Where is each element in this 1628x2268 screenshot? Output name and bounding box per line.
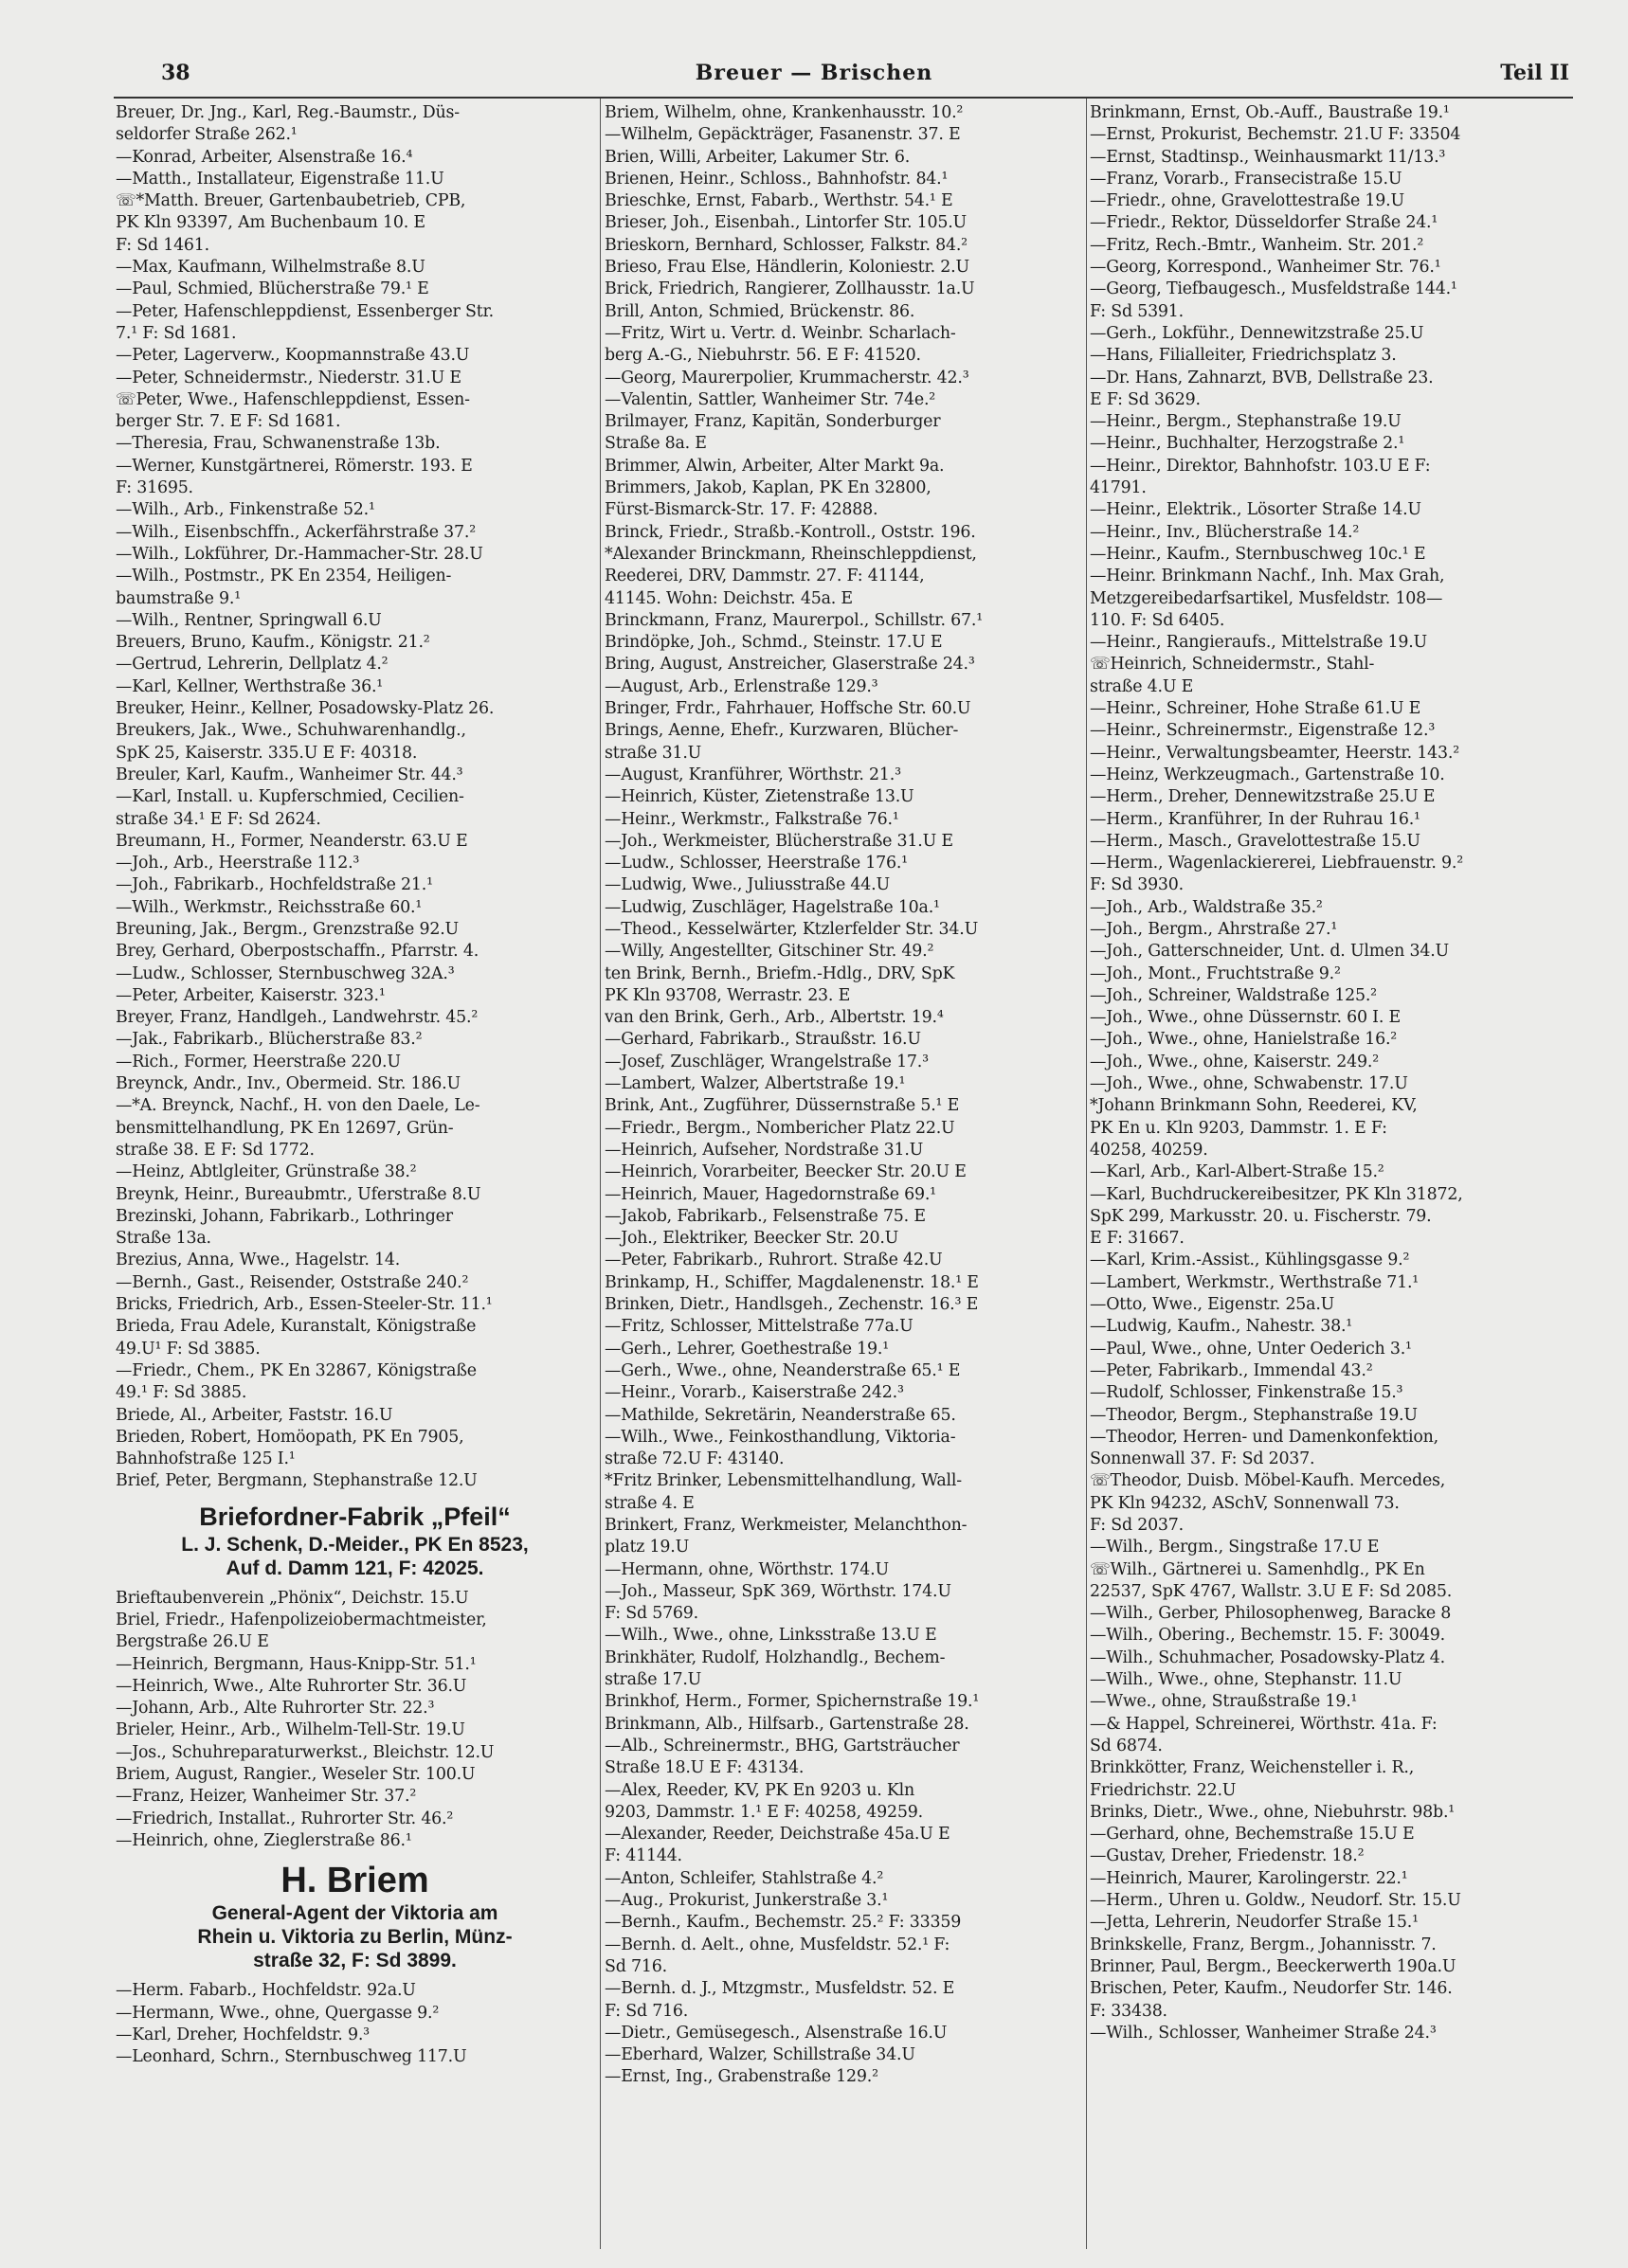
directory-entry-line: Brinkert, Franz, Werkmeister, Melanchthon-	[605, 1516, 968, 1535]
directory-entry-line: —Ludw., Schlosser, Heerstraße 176.¹	[605, 854, 908, 873]
directory-entry-line: Breuers, Bruno, Kaufm., Königstr. 21.²	[116, 633, 430, 653]
directory-entry-line: —Theodor, Bergm., Stephanstraße 19.U	[1090, 1405, 1418, 1425]
directory-entry-line: Brischen, Peter, Kaufm., Neudorfer Str. 146.	[1090, 1979, 1453, 1999]
directory-entry-line: F: Sd 5391.	[1090, 301, 1184, 321]
directory-entry-line: —Jos., Schuhreparaturwerkst., Bleichstr. 12.U	[116, 1742, 495, 1762]
directory-entry-line: berger Str. 7. E F: Sd 1681.	[116, 412, 341, 432]
directory-entry-line: Breynk, Heinr., Bureaubmtr., Uferstraße 8.U	[116, 1184, 481, 1204]
directory-entry-line: —Ernst, Prokurist, Bechemstr. 21.U F: 33504	[1090, 125, 1461, 145]
directory-entry-line: —Wilh., Lokführer, Dr.-Hammacher-Str. 28.U	[116, 544, 483, 564]
directory-entry-line: —Jak., Fabrikarb., Blücherstraße 83.²	[116, 1030, 423, 1050]
advertisement-title: H. Briem	[280, 1861, 429, 1901]
directory-entry-line: ten Brink, Bernh., Briefm.-Hdlg., DRV, SpK	[605, 963, 955, 983]
directory-entry-line: Brieso, Frau Else, Händlerin, Koloniestr. 2.U	[605, 258, 969, 278]
directory-entry-line: —Heinr., Schreinermstr., Eigenstraße 12.³	[1090, 721, 1436, 741]
directory-entry-line: —Karl, Arb., Karl-Albert-Straße 15.²	[1090, 1162, 1384, 1182]
directory-entry-line: F: 31695.	[116, 478, 193, 498]
directory-entry-line: Bergstraße 26.U E	[116, 1632, 269, 1652]
directory-entry-line: —Matth., Installateur, Eigenstraße 11.U	[116, 169, 444, 189]
directory-entry-line: —Eberhard, Walzer, Schillstraße 34.U	[605, 2045, 915, 2065]
directory-entry-line: —Alex, Reeder, KV, PK En 9203 u. Kln	[605, 1780, 915, 1800]
directory-entry-line: Brinckmann, Franz, Maurerpol., Schillstr. 67.¹	[605, 610, 983, 630]
directory-entry-line: straße 34.¹ E F: Sd 2624.	[116, 809, 321, 829]
directory-entry-line: Brinken, Dietr., Handlsgeh., Zechenstr. 16.³ E	[605, 1295, 979, 1315]
advertisement-line: General-Agent der Viktoria am	[211, 1902, 498, 1925]
directory-entry-line: —Heinr., Verwaltungsbeamter, Heerstr. 143.²	[1090, 743, 1459, 763]
directory-entry-line: —Joh., Fabrikarb., Hochfeldstraße 21.¹	[116, 875, 433, 895]
directory-entry-line: —Paul, Schmied, Blücherstraße 79.¹ E	[116, 279, 429, 299]
directory-entry-line: straße 31.U	[605, 743, 702, 763]
directory-entry-line: —Willy, Angestellter, Gitschiner Str. 49.²	[605, 942, 934, 962]
directory-entry-line: Brien, Willi, Arbeiter, Lakumer Str. 6.	[605, 147, 911, 167]
directory-entry-line: —Alb., Schreinermstr., BHG, Gartsträucher	[605, 1736, 960, 1755]
page-title: Breuer — Brischen	[695, 61, 933, 85]
directory-entry-line: SpK 299, Markusstr. 20. u. Fischerstr. 79.	[1090, 1206, 1432, 1226]
directory-entry-line: —Herm., Uhren u. Goldw., Neudorf. Str. 15.U	[1090, 1891, 1461, 1911]
directory-entry-line: —Gertrud, Lehrerin, Dellplatz 4.²	[116, 655, 389, 675]
directory-entry-line: —Franz, Vorarb., Fransecistraße 15.U	[1090, 169, 1402, 189]
directory-entry-line: Brieden, Robert, Homöopath, PK En 7905,	[116, 1427, 464, 1447]
directory-entry-line: bensmittelhandlung, PK En 12697, Grün-	[116, 1118, 454, 1138]
directory-entry-line: —Paul, Wwe., ohne, Unter Oederich 3.¹	[1090, 1339, 1412, 1359]
directory-entry-line: —Wilh., Postmstr., PK En 2354, Heiligen-	[116, 567, 452, 586]
directory-entry-line: Brill, Anton, Schmied, Brückenstr. 86.	[605, 301, 915, 321]
directory-entry-line: —Heinr., Werkmstr., Falkstraße 76.¹	[605, 809, 899, 829]
directory-entry-line: —Joh., Schreiner, Waldstraße 125.²	[1090, 985, 1377, 1005]
directory-entry-line: F: 33438.	[1090, 2001, 1167, 2021]
directory-entry-line: Breuler, Karl, Kaufm., Wanheimer Str. 44.³	[116, 765, 463, 784]
directory-entry-line: —Gerh., Wwe., ohne, Neanderstraße 65.¹ E	[605, 1360, 961, 1380]
directory-entry-line: —Ludw., Schlosser, Sternbuschweg 32A.³	[116, 963, 455, 983]
directory-entry-line: 49.¹ F: Sd 3885.	[116, 1383, 247, 1403]
directory-entry-line: —Heinz, Abtlgleiter, Grünstraße 38.²	[116, 1162, 417, 1182]
directory-entry-line: —Gustav, Dreher, Friedenstr. 18.²	[1090, 1846, 1365, 1866]
directory-entry-line: —Ludwig, Zuschläger, Hagelstraße 10a.¹	[605, 897, 940, 917]
directory-entry-line: Bahnhofstraße 125 I.¹	[116, 1449, 296, 1469]
directory-entry-line: Brings, Aenne, Ehefr., Kurzwaren, Blücher-	[605, 721, 959, 741]
directory-entry-line: F: 41144.	[605, 1846, 682, 1866]
directory-entry-line: —Wilh., Wwe., ohne, Linksstraße 13.U E	[605, 1626, 937, 1646]
directory-entry-line: *Johann Brinkmann Sohn, Reederei, KV,	[1090, 1096, 1418, 1116]
advertisement-line: Auf d. Damm 121, F: 42025.	[226, 1557, 484, 1579]
directory-entry-line: SpK 25, Kaiserstr. 335.U E F: 40318.	[116, 743, 418, 763]
directory-entry-line: *Fritz Brinker, Lebensmittelhandlung, Wall-	[605, 1471, 962, 1491]
directory-entry-line: —Heinr., Direktor, Bahnhofstr. 103.U E F:	[1090, 456, 1431, 476]
directory-entry-line: ☏Heinrich, Schneidermstr., Stahl-	[1090, 655, 1375, 675]
directory-entry-line: —Joh., Wwe., ohne Düssernstr. 60 I. E	[1090, 1008, 1401, 1028]
directory-entry-line: —Bernh., Kaufm., Bechemstr. 25.² F: 33359	[605, 1913, 962, 1933]
directory-entry-line: —Wilh., Arb., Finkenstraße 52.¹	[116, 500, 375, 520]
directory-entry-line: —Fritz, Wirt u. Vertr. d. Weinbr. Scharlach-	[605, 323, 956, 343]
directory-entry-line: —Joh., Wwe., ohne, Kaiserstr. 249.²	[1090, 1052, 1379, 1071]
directory-entry-line: Brindöpke, Joh., Schmd., Steinstr. 17.U E	[605, 633, 943, 653]
directory-entry-line: 9203, Dammstr. 1.¹ E F: 40258, 49259.	[605, 1802, 923, 1822]
directory-entry-line: —Leonhard, Schrn., Sternbuschweg 117.U	[116, 2047, 467, 2067]
directory-entry-line: Brienen, Heinr., Schloss., Bahnhofstr. 84.¹	[605, 169, 949, 189]
directory-entry-line: Brieftaubenverein „Phönix“, Deichstr. 15.U	[116, 1588, 469, 1608]
directory-entry-line: —August, Kranführer, Wörthstr. 21.³	[605, 765, 901, 784]
directory-entry-line: —Hans, Filialleiter, Friedrichsplatz 3.	[1090, 346, 1397, 366]
directory-entry-line: Brinkmann, Ernst, Ob.-Auff., Baustraße 19.¹	[1090, 103, 1450, 122]
directory-entry-line: ☏Wilh., Gärtnerei u. Samenhdlg., PK En	[1090, 1559, 1425, 1579]
directory-entry-line: F: Sd 716.	[605, 2001, 689, 2021]
directory-entry-line: straße 4. E	[605, 1493, 695, 1513]
directory-entry-line: Breukers, Jak., Wwe., Schuhwarenhandlg.,	[116, 721, 466, 741]
directory-entry-line: 41791.	[1090, 478, 1147, 498]
directory-entry-line: baumstraße 9.¹	[116, 588, 241, 608]
column-divider	[1086, 99, 1087, 2249]
directory-entry-line: —Heinrich, Bergmann, Haus-Knipp-Str. 51.¹	[116, 1654, 477, 1674]
directory-entry-line: —Heinr., Rangieraufs., Mittelstraße 19.U	[1090, 633, 1428, 653]
directory-entry-line: —Valentin, Sattler, Wanheimer Str. 74e.²	[605, 389, 936, 409]
directory-entry-line: —Georg, Korrespond., Wanheimer Str. 76.¹	[1090, 258, 1441, 278]
directory-entry-line: PK Kln 93397, Am Buchenbaum 10. E	[116, 213, 425, 233]
directory-entry-line: 40258, 40259.	[1090, 1140, 1208, 1160]
directory-entry-line: Brink, Ant., Zugführer, Düssernstraße 5.¹ E	[605, 1096, 960, 1116]
directory-entry-line: —Aug., Prokurist, Junkerstraße 3.¹	[605, 1891, 889, 1911]
directory-entry-line: Breumann, H., Former, Neanderstr. 63.U E	[116, 831, 468, 851]
directory-entry-line: —Peter, Fabrikarb., Ruhrort. Straße 42.U	[605, 1251, 943, 1270]
directory-entry-line: Brieskorn, Bernhard, Schlosser, Falkstr. 84.²	[605, 235, 968, 255]
directory-entry-line: Straße 18.U E F: 43134.	[605, 1758, 805, 1778]
directory-entry-line: —Werner, Kunstgärtnerei, Römerstr. 193. E	[116, 456, 473, 476]
directory-entry-line: —Friedr., Rektor, Düsseldorfer Straße 24.¹	[1090, 213, 1438, 233]
directory-entry-line: E F: Sd 3629.	[1090, 389, 1201, 409]
directory-entry-line: —Karl, Krim.-Assist., Kühlingsgasse 9.²	[1090, 1251, 1410, 1270]
directory-entry-line: F: Sd 2037.	[1090, 1516, 1184, 1535]
directory-entry-line: —Joh., Arb., Heerstraße 112.³	[116, 854, 360, 873]
directory-entry-line: —Joh., Mont., Fruchtstraße 9.²	[1090, 963, 1341, 983]
directory-entry-line: Bring, August, Anstreicher, Glaserstraße 24.³	[605, 655, 975, 675]
directory-entry-line: —Bernh., Gast., Reisender, Oststraße 240.²	[116, 1272, 469, 1292]
directory-entry-line: Briede, Al., Arbeiter, Faststr. 16.U	[116, 1405, 393, 1425]
advertisement	[116, 1501, 594, 1580]
directory-entry-line: ☏Peter, Wwe., Hafenschleppdienst, Essen-	[116, 389, 470, 409]
directory-entry-line: PK Kln 94232, ASchV, Sonnenwall 73.	[1090, 1493, 1400, 1513]
directory-entry-line: Reederei, DRV, Dammstr. 27. F: 41144,	[605, 567, 925, 586]
directory-entry-line: Brimmers, Jakob, Kaplan, PK En 32800,	[605, 478, 932, 498]
directory-entry-line: —Joh., Wwe., ohne, Schwabenstr. 17.U	[1090, 1074, 1408, 1094]
directory-entry-line: —Jakob, Fabrikarb., Felsenstraße 75. E	[605, 1206, 926, 1226]
directory-entry-line: —Joh., Werkmeister, Blücherstraße 31.U E	[605, 831, 953, 851]
directory-entry-line: Brinkhof, Herm., Former, Spichernstraße 19.¹	[605, 1692, 980, 1712]
directory-entry-line: —Ludwig, Wwe., Juliusstraße 44.U	[605, 875, 890, 895]
directory-entry-line: —Lambert, Werkmstr., Werthstraße 71.¹	[1090, 1272, 1420, 1292]
directory-entry-line: —Georg, Maurerpolier, Krummacherstr. 42.³	[605, 368, 969, 387]
advertisement	[116, 1860, 594, 1972]
directory-entry-line: —Heinrich, Mauer, Hagedornstraße 69.¹	[605, 1184, 936, 1204]
column-2	[605, 102, 1083, 2089]
directory-entry-line: Bringer, Frdr., Fahrhauer, Hoffsche Str. 60.U	[605, 699, 971, 719]
directory-entry-line: —Wilh., Wwe., ohne, Stephanstr. 11.U	[1090, 1670, 1402, 1690]
directory-entry-line: —Wilh., Werkmstr., Reichsstraße 60.¹	[116, 897, 423, 917]
directory-entry-line: Brinks, Dietr., Wwe., ohne, Niebuhrstr. 98b.¹	[1090, 1802, 1456, 1822]
directory-entry-line: —Wilh., Schlosser, Wanheimer Straße 24.³	[1090, 2023, 1437, 2043]
directory-entry-line: 41145. Wohn: Deichstr. 45a. E	[605, 588, 853, 608]
directory-entry-line: E F: 31667.	[1090, 1229, 1185, 1249]
directory-entry-line: —Theresia, Frau, Schwanenstraße 13b.	[116, 434, 441, 454]
directory-entry-line: —Herm., Dreher, Dennewitzstraße 25.U E	[1090, 787, 1436, 807]
advertisement-title: Briefordner-Fabrik „Pfeil“	[199, 1502, 511, 1531]
advertisement-line: Rhein u. Viktoria zu Berlin, Münz-	[197, 1926, 513, 1949]
directory-entry-line: —Dr. Hans, Zahnarzt, BVB, Dellstraße 23.	[1090, 368, 1434, 387]
directory-entry-line: —Josef, Zuschläger, Wrangelstraße 17.³	[605, 1052, 929, 1071]
directory-entry-line: —Rich., Former, Heerstraße 220.U	[116, 1052, 401, 1071]
advertisement-line: straße 32, F: Sd 3899.	[253, 1950, 457, 1972]
directory-entry-line: 7.¹ F: Sd 1681.	[116, 323, 237, 343]
directory-entry-line: —Gerh., Lehrer, Goethestraße 19.¹	[605, 1339, 889, 1359]
directory-entry-line: Friedrichstr. 22.U	[1090, 1780, 1237, 1800]
column-3	[1090, 102, 1568, 2044]
directory-entry-line: —Gerhard, Fabrikarb., Straußstr. 16.U	[605, 1030, 921, 1050]
directory-entry-line: —Hermann, Wwe., ohne, Quergasse 9.²	[116, 2003, 440, 2023]
directory-entry-line: —August, Arb., Erlenstraße 129.³	[605, 676, 878, 696]
directory-entry-line: —Karl, Dreher, Hochfeldstr. 9.³	[116, 2025, 370, 2044]
directory-entry-line: —Peter, Arbeiter, Kaiserstr. 323.¹	[116, 985, 386, 1005]
directory-entry-line: Briem, Wilhelm, ohne, Krankenhausstr. 10.²	[605, 103, 964, 122]
directory-entry-line: Briel, Friedr., Hafenpolizeiobermachtmeister,	[116, 1611, 487, 1629]
directory-entry-line: —Ludwig, Kaufm., Nahestr. 38.¹	[1090, 1317, 1353, 1337]
directory-entry-line: —Joh., Arb., Waldstraße 35.²	[1090, 897, 1323, 917]
directory-entry-line: seldorfer Straße 262.¹	[116, 125, 298, 145]
directory-entry-line: —Hermann, ohne, Wörthstr. 174.U	[605, 1559, 889, 1579]
directory-entry-line: —Karl, Buchdruckereibesitzer, PK Kln 31872,	[1090, 1184, 1463, 1204]
directory-entry-line: *Alexander Brinckmann, Rheinschleppdienst,	[605, 544, 977, 564]
directory-entry-line: —Heinr., Buchhalter, Herzogstraße 2.¹	[1090, 434, 1405, 454]
directory-entry-line: —Heinr. Brinkmann Nachf., Inh. Max Grah,	[1090, 567, 1445, 586]
directory-entry-line: Brieschke, Ernst, Fabarb., Werthstr. 54.¹ E	[605, 191, 953, 211]
directory-entry-line: —Friedr., Chem., PK En 32867, Königstraße	[116, 1360, 477, 1380]
directory-entry-line: —Dietr., Gemüsegesch., Alsenstraße 16.U	[605, 2023, 948, 2043]
directory-entry-line: —Bernh. d. Aelt., ohne, Musfeldstr. 52.¹ F:	[605, 1935, 950, 1954]
directory-entry-line: —Heinr., Vorarb., Kaiserstraße 242.³	[605, 1383, 904, 1403]
directory-entry-line: Brinkmann, Alb., Hilfsarb., Gartenstraße 28.	[605, 1714, 969, 1734]
directory-entry-line: —Herm. Fabarb., Hochfeldstr. 92a.U	[116, 1981, 416, 2001]
directory-entry-line: —Wilh., Obering., Bechemstr. 15. F: 30049.	[1090, 1626, 1445, 1646]
directory-entry-line: —Jetta, Lehrerin, Neudorfer Straße 15.¹	[1090, 1913, 1419, 1933]
directory-entry-line: —Joh., Elektriker, Beecker Str. 20.U	[605, 1229, 899, 1249]
directory-entry-line: Brinkhäter, Rudolf, Holzhandlg., Bechem-	[605, 1647, 946, 1667]
directory-entry-line: —Peter, Lagerverw., Koopmannstraße 43.U	[116, 346, 470, 366]
directory-entry-line: —Friedr., ohne, Gravelottestraße 19.U	[1090, 191, 1404, 211]
directory-entry-line: —Heinr., Kaufm., Sternbuschweg 10c.¹ E	[1090, 544, 1426, 564]
directory-entry-line: Brinck, Friedr., Straßb.-Kontroll., Oststr. 196.	[605, 522, 976, 542]
directory-entry-line: —Heinr., Schreiner, Hohe Straße 61.U E	[1090, 699, 1421, 719]
directory-entry-line: —Herm., Kranführer, In der Ruhrau 16.¹	[1090, 809, 1420, 829]
directory-entry-line: straße 4.U E	[1090, 676, 1194, 696]
directory-entry-line: Brieser, Joh., Eisenbah., Lintorfer Str. 105.U	[605, 213, 967, 233]
directory-entry-line: —Heinr., Bergm., Stephanstraße 19.U	[1090, 412, 1402, 432]
directory-entry-line: Sd 6874.	[1090, 1736, 1163, 1755]
directory-entry-line: —Wilhelm, Gepäckträger, Fasanenstr. 37. E	[605, 125, 961, 145]
column-1	[116, 102, 594, 2068]
directory-entry-line: Brinkkötter, Franz, Weichensteller i. R.,	[1090, 1758, 1415, 1778]
directory-entry-line: —Ernst, Ing., Grabenstraße 129.²	[605, 2067, 878, 2087]
directory-entry-line: —Herm., Masch., Gravelottestraße 15.U	[1090, 831, 1420, 851]
directory-entry-line: —Heinrich, Vorarbeiter, Beecker Str. 20.U E	[605, 1162, 967, 1182]
directory-entry-line: —Georg, Tiefbaugesch., Musfeldstraße 144.¹	[1090, 279, 1457, 299]
directory-entry-line: Brinner, Paul, Bergm., Beeckerwerth 190a.U	[1090, 1956, 1456, 1976]
directory-entry-line: Brieda, Frau Adele, Kuranstalt, Königstraße	[116, 1317, 477, 1337]
directory-entry-line: Brinkamp, H., Schiffer, Magdalenenstr. 18.¹ E	[605, 1272, 979, 1292]
directory-entry-line: —Heinz, Werkzeugmach., Gartenstraße 10.	[1090, 765, 1445, 784]
directory-entry-line: Breyer, Franz, Handlgeh., Landwehrstr. 45.²	[116, 1008, 479, 1028]
directory-entry-line: —Wilh., Gerber, Philosophenweg, Baracke 8	[1090, 1604, 1452, 1624]
directory-entry-line: —Wilh., Eisenbschffn., Ackerfährstraße 37.²	[116, 522, 477, 542]
directory-entry-line: Brilmayer, Franz, Kapitän, Sonderburger	[605, 412, 941, 432]
directory-entry-line: —Theodor, Herren- und Damenkonfektion,	[1090, 1427, 1438, 1447]
directory-entry-line: 49.U¹ F: Sd 3885.	[116, 1339, 261, 1359]
directory-entry-line: Brieler, Heinr., Arb., Wilhelm-Tell-Str. 19.U	[116, 1720, 465, 1740]
directory-entry-line: —Gerh., Lokführ., Dennewitzstraße 25.U	[1090, 323, 1424, 343]
directory-entry-line: Breuning, Jak., Bergm., Grenzstraße 92.U	[116, 919, 459, 939]
directory-entry-line: Brief, Peter, Bergmann, Stephanstraße 12.U	[116, 1471, 478, 1491]
directory-entry-line: —Karl, Kellner, Werthstraße 36.¹	[116, 676, 384, 696]
directory-entry-line: Fürst-Bismarck-Str. 17. F: 42888.	[605, 500, 878, 520]
directory-entry-line: —Bernh. d. J., Mtzgmstr., Musfeldstr. 52. E	[605, 1979, 955, 1999]
directory-entry-line: —Heinrich, Aufseher, Nordstraße 31.U	[605, 1140, 924, 1160]
directory-entry-line: —Wwe., ohne, Straußstraße 19.¹	[1090, 1692, 1358, 1712]
directory-entry-line: Straße 8a. E	[605, 434, 707, 454]
directory-entry-line: —Heinr., Elektrik., Lösorter Straße 14.U	[1090, 500, 1421, 520]
directory-entry-line: —Anton, Schleifer, Stahlstraße 4.²	[605, 1868, 884, 1888]
directory-entry-line: —Peter, Hafenschleppdienst, Essenberger Str.	[116, 301, 495, 321]
directory-entry-line: 110. F: Sd 6405.	[1090, 610, 1225, 630]
page-number: 38	[161, 61, 190, 85]
directory-entry-line: —Wilh., Schuhmacher, Posadowsky-Platz 4.	[1090, 1647, 1445, 1667]
directory-entry-line: —Max, Kaufmann, Wilhelmstraße 8.U	[116, 258, 425, 278]
directory-entry-line: Breuker, Heinr., Kellner, Posadowsky-Platz 26.	[116, 699, 495, 719]
directory-entry-line: straße 38. E F: Sd 1772.	[116, 1140, 315, 1160]
directory-entry-line: Sd 716.	[605, 1956, 667, 1976]
directory-entry-line: Bricks, Friedrich, Arb., Essen-Steeler-Str. 11.¹	[116, 1295, 493, 1315]
directory-entry-line: —Friedrich, Installat., Ruhrorter Str. 46.²	[116, 1809, 454, 1828]
directory-entry-line: —Peter, Fabrikarb., Immendal 43.²	[1090, 1360, 1373, 1380]
directory-entry-line: —Rudolf, Schlosser, Finkenstraße 15.³	[1090, 1383, 1403, 1403]
directory-entry-line: —Fritz, Schlosser, Mittelstraße 77a.U	[605, 1317, 913, 1337]
directory-entry-line: ☏Theodor, Duisb. Möbel-Kaufh. Mercedes,	[1090, 1471, 1446, 1491]
directory-entry-line: Straße 13a.	[116, 1229, 211, 1249]
directory-entry-line: —Otto, Wwe., Eigenstr. 25a.U	[1090, 1295, 1335, 1315]
directory-entry-line: —Mathilde, Sekretärin, Neanderstraße 65.	[605, 1405, 956, 1425]
directory-entry-line: —Heinrich, Wwe., Alte Ruhrorter Str. 36.U	[116, 1676, 467, 1696]
directory-entry-line: Brezinski, Johann, Fabrikarb., Lothringer	[116, 1206, 453, 1226]
directory-entry-line: PK En u. Kln 9203, Dammstr. 1. E F:	[1090, 1118, 1387, 1138]
directory-entry-line: Briem, August, Rangier., Weseler Str. 100.U	[116, 1765, 476, 1785]
directory-entry-line: —Heinrich, Maurer, Karolingerstr. 22.¹	[1090, 1868, 1408, 1888]
directory-entry-line: —Heinrich, Küster, Zietenstraße 13.U	[605, 787, 914, 807]
directory-entry-line: —Johann, Arb., Alte Ruhrorter Str. 22.³	[116, 1699, 435, 1719]
directory-entry-line: —Joh., Bergm., Ahrstraße 27.¹	[1090, 919, 1338, 939]
part-label: Teil II	[1500, 61, 1569, 85]
advertisement-line: L. J. Schenk, D.-Meider., PK En 8523,	[181, 1533, 529, 1556]
directory-entry-line: —Herm., Wagenlackiererei, Liebfrauenstr. 9.²	[1090, 854, 1463, 873]
directory-entry-line: Sonnenwall 37. F: Sd 2037.	[1090, 1449, 1315, 1469]
directory-entry-line: —Theod., Kesselwärter, Ktzlerfelder Str. 34.U	[605, 919, 979, 939]
directory-entry-line: F: Sd 3930.	[1090, 875, 1184, 895]
directory-entry-line: Brimmer, Alwin, Arbeiter, Alter Markt 9a.	[605, 456, 945, 476]
directory-entry-line: —Peter, Schneidermstr., Niederstr. 31.U E	[116, 368, 461, 387]
directory-entry-line: 22537, SpK 4767, Wallstr. 3.U E F: Sd 2085.	[1090, 1581, 1453, 1601]
column-divider	[600, 99, 601, 2249]
directory-entry-line: —Joh., Gatterschneider, Unt. d. Ulmen 34.U	[1090, 942, 1449, 962]
directory-entry-line: —& Happel, Schreinerei, Wörthstr. 41a. F:	[1090, 1714, 1438, 1734]
directory-entry-line: —Wilh., Rentner, Springwall 6.U	[116, 610, 382, 630]
directory-entry-line: straße 17.U	[605, 1670, 702, 1690]
directory-entry-line: —Wilh., Bergm., Singstraße 17.U E	[1090, 1538, 1380, 1557]
directory-entry-line: PK Kln 93708, Werrastr. 23. E	[605, 985, 851, 1005]
directory-entry-line: —Heinrich, ohne, Zieglerstraße 86.¹	[116, 1830, 412, 1850]
directory-entry-line: Breynck, Andr., Inv., Obermeid. Str. 186.U	[116, 1074, 461, 1094]
directory-entry-line: Brinkskelle, Franz, Bergm., Johannisstr. 7.	[1090, 1935, 1437, 1954]
directory-entry-line: —Alexander, Reeder, Deichstraße 45a.U E	[605, 1825, 950, 1845]
directory-entry-line: —Karl, Install. u. Kupferschmied, Cecilien-	[116, 787, 464, 807]
directory-entry-line: —*A. Breynck, Nachf., H. von den Daele, Le-	[116, 1096, 480, 1116]
directory-entry-line: —Gerhard, ohne, Bechemstraße 15.U E	[1090, 1825, 1415, 1845]
directory-entry-line: —Franz, Heizer, Wanheimer Str. 37.²	[116, 1787, 417, 1807]
directory-entry-line: —Wilh., Wwe., Feinkosthandlung, Viktoria-	[605, 1427, 956, 1447]
directory-entry-line: —Lambert, Walzer, Albertstraße 19.¹	[605, 1074, 906, 1094]
directory-entry-line: —Heinr., Inv., Blücherstraße 14.²	[1090, 522, 1360, 542]
directory-entry-line: F: Sd 1461.	[116, 235, 209, 255]
directory-entry-line: ☏*Matth. Breuer, Gartenbaubetrieb, CPB,	[116, 191, 466, 211]
directory-entry-line: platz 19.U	[605, 1538, 690, 1557]
directory-entry-line: van den Brink, Gerh., Arb., Albertstr. 19.⁴	[605, 1008, 944, 1028]
directory-entry-line: —Joh., Masseur, SpK 369, Wörthstr. 174.U	[605, 1581, 951, 1601]
directory-entry-line: —Friedr., Bergm., Nombericher Platz 22.U	[605, 1118, 955, 1138]
directory-entry-line: Brey, Gerhard, Oberpostschaffn., Pfarrstr. 4.	[116, 942, 479, 962]
directory-entry-line: Breuer, Dr. Jng., Karl, Reg.-Baumstr., Düs-	[116, 103, 460, 122]
directory-entry-line: Brezius, Anna, Wwe., Hagelstr. 14.	[116, 1251, 401, 1270]
header-rule	[114, 97, 1573, 99]
directory-entry-line: berg A.-G., Niebuhrstr. 56. E F: 41520.	[605, 346, 921, 366]
directory-entry-line: F: Sd 5769.	[605, 1604, 698, 1624]
directory-entry-line: Brick, Friedrich, Rangierer, Zollhausstr. 1a.U	[605, 279, 975, 299]
directory-entry-line: —Konrad, Arbeiter, Alsenstraße 16.⁴	[116, 147, 413, 167]
directory-entry-line: —Joh., Wwe., ohne, Hanielstraße 16.²	[1090, 1030, 1398, 1050]
directory-entry-line: straße 72.U F: 43140.	[605, 1449, 785, 1469]
directory-entry-line: —Fritz, Rech.-Bmtr., Wanheim. Str. 201.²	[1090, 235, 1424, 255]
directory-entry-line: —Ernst, Stadtinsp., Weinhausmarkt 11/13.³	[1090, 147, 1446, 167]
directory-entry-line: Metzgereibedarfsartikel, Musfeldstr. 108—	[1090, 588, 1443, 608]
